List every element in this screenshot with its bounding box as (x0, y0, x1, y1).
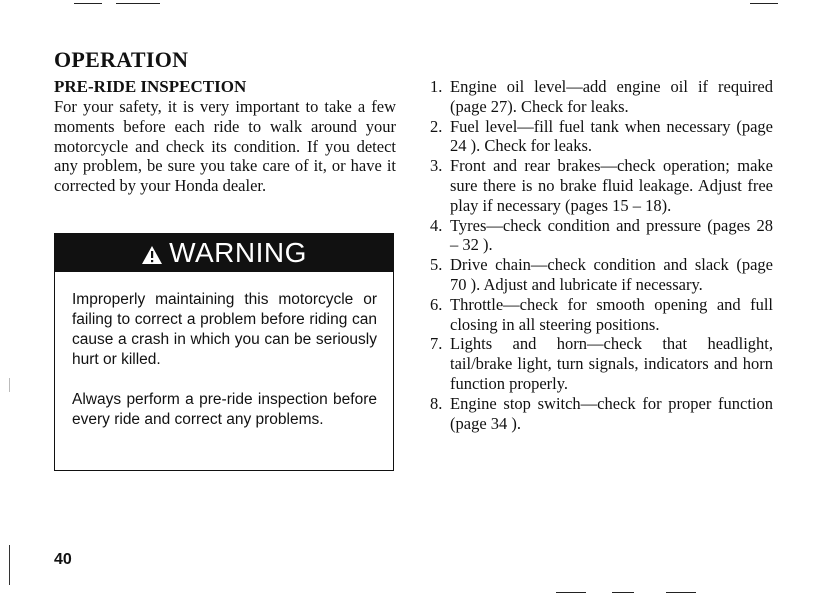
checklist-item (430, 117, 773, 157)
top-rule (116, 3, 160, 4)
checklist-item (430, 394, 773, 434)
warning-box (54, 233, 394, 471)
item-text: Fuel level—fill fuel tank when necessary (page 24 ). Check for leaks. (450, 116, 773, 156)
checklist-item (430, 255, 773, 295)
item-number: 8. (430, 393, 443, 413)
warning-paragraph: Improperly maintaining this motorcycle or failing to correct a problem before riding can cause a crash in which you can be seriously hurt or killed. (72, 291, 377, 368)
item-text: Engine oil level—add engine oil if required (page 27). Check for leaks. (450, 77, 773, 116)
item-number: 6. (430, 294, 443, 314)
item-text: Engine stop switch—check for proper function (page 34 ). (450, 393, 773, 433)
bottom-rule (556, 592, 586, 593)
checklist-item (430, 216, 773, 256)
top-rule (74, 3, 102, 4)
warning-paragraph: Always perform a pre-ride inspection before every ride and correct any problems. (72, 391, 377, 428)
item-text: Lights and horn—check that headlight, tail/brake light, turn signals, indicators and horn function properly. (450, 334, 773, 393)
item-number: 7. (430, 334, 443, 354)
item-text: Front and rear brakes—check operation; make sure there is no brake fluid leakage. Adjust free play if necessary (pages 15 – 18). (450, 156, 773, 215)
item-number: 4. (430, 215, 443, 235)
item-text: Tyres—check condition and pressure (pages 28 – 32 ). (450, 215, 773, 255)
checklist-item (430, 295, 773, 335)
bottom-rule (612, 592, 634, 593)
checklist-item (430, 334, 773, 393)
checklist-item (430, 156, 773, 215)
intro-paragraph: For your safety, it is very important to take a few moments before each ride to walk around your motorcycle and check its condition. If you detect any problem, be sure you take care of it, or have it corrected by your Honda dealer. (54, 97, 396, 196)
warning-body (55, 272, 393, 430)
section-title: OPERATION (54, 47, 189, 72)
warning-header (55, 234, 393, 272)
warning-title: WARNING (169, 237, 307, 268)
margin-mark (9, 378, 10, 392)
checklist-item (430, 77, 773, 117)
item-number: 5. (430, 255, 443, 275)
item-number: 1. (430, 77, 443, 96)
sub-title: PRE-RIDE INSPECTION (54, 77, 247, 96)
inspection-checklist (430, 77, 773, 433)
item-number: 3. (430, 156, 443, 176)
margin-mark (9, 545, 10, 585)
warning-triangle-icon (141, 245, 163, 265)
page-number: 40 (54, 551, 72, 568)
bottom-rule (666, 592, 696, 593)
top-rule (750, 3, 778, 4)
item-number: 2. (430, 116, 443, 136)
item-text: Throttle—check for smooth opening and full closing in all steering positions. (450, 294, 773, 334)
item-text: Drive chain—check condition and slack (page 70 ). Adjust and lubricate if necessary. (450, 255, 773, 294)
